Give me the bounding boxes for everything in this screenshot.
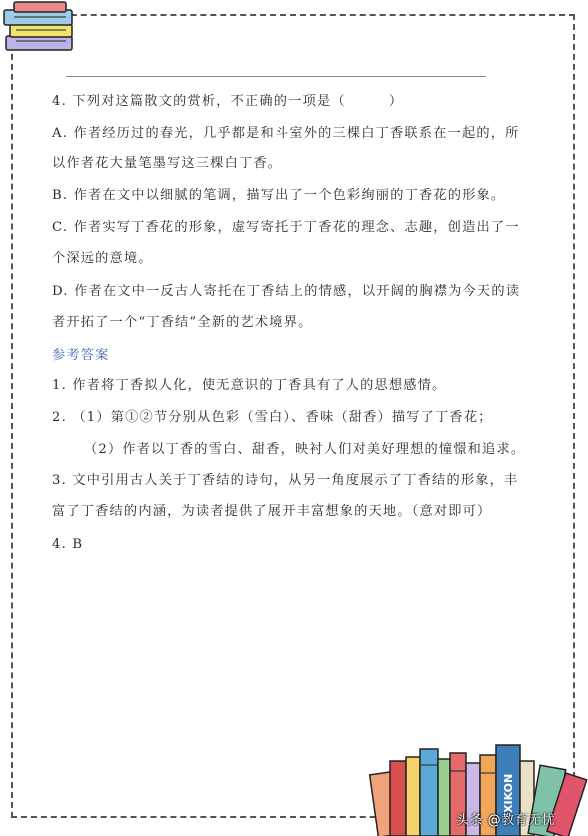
- option-c-line-1: C. 作者实写丁香花的形象，虚写寄托于丁香花的理念、志趣，创造出了一: [52, 220, 520, 235]
- option-a-line-2: 以作者花大量笔墨写这三棵白丁香。: [52, 156, 283, 171]
- answer-1: 1. 作者将丁香拟人化，使无意识的丁香具有了人的思想感情。: [52, 378, 447, 393]
- watermark: 头条 @教育无忧: [456, 813, 556, 828]
- answer-2-part-1: 2. （1）第①②节分别从色彩（雪白）、香味（甜香）描写了丁香花；: [52, 410, 493, 425]
- answer-3-line-2: 富了丁香结的内涵，为读者提供了展开丰富想象的天地。（意对即可）: [52, 504, 492, 519]
- option-d-line-2: 者开拓了一个“丁香结”全新的艺术境界。: [52, 315, 313, 330]
- option-d-line-1: D. 作者在文中一反古人寄托在丁香结上的情感，以开阔的胸襟为今天的读: [52, 284, 521, 299]
- question-4-stem: 4. 下列对这篇散文的赏析，不正确的一项是（ ）: [52, 94, 404, 109]
- answer-4: 4. B: [52, 537, 84, 552]
- book-spine-text: XIKON: [502, 773, 515, 813]
- book-stack-illustration: [0, 0, 90, 62]
- answer-3-line-1: 3. 文中引用古人关于丁香结的诗句，从另一角度展示了丁香结的形象，丰: [52, 473, 519, 488]
- answer-2-part-2: （2）作者以丁香的雪白、甜香，映衬人们对美好理想的憧憬和追求。: [84, 442, 526, 457]
- header-rule: [66, 76, 486, 77]
- option-c-line-2: 个深远的意境。: [52, 251, 153, 266]
- answer-heading: 参考答案: [52, 348, 110, 363]
- option-b-line-1: B. 作者在文中以细腻的笔调，描写出了一个色彩绚丽的丁香花的形象。: [52, 188, 506, 203]
- option-a-line-1: A. 作者经历过的春光，几乎都是和斗室外的三棵白丁香联系在一起的，所: [52, 126, 520, 141]
